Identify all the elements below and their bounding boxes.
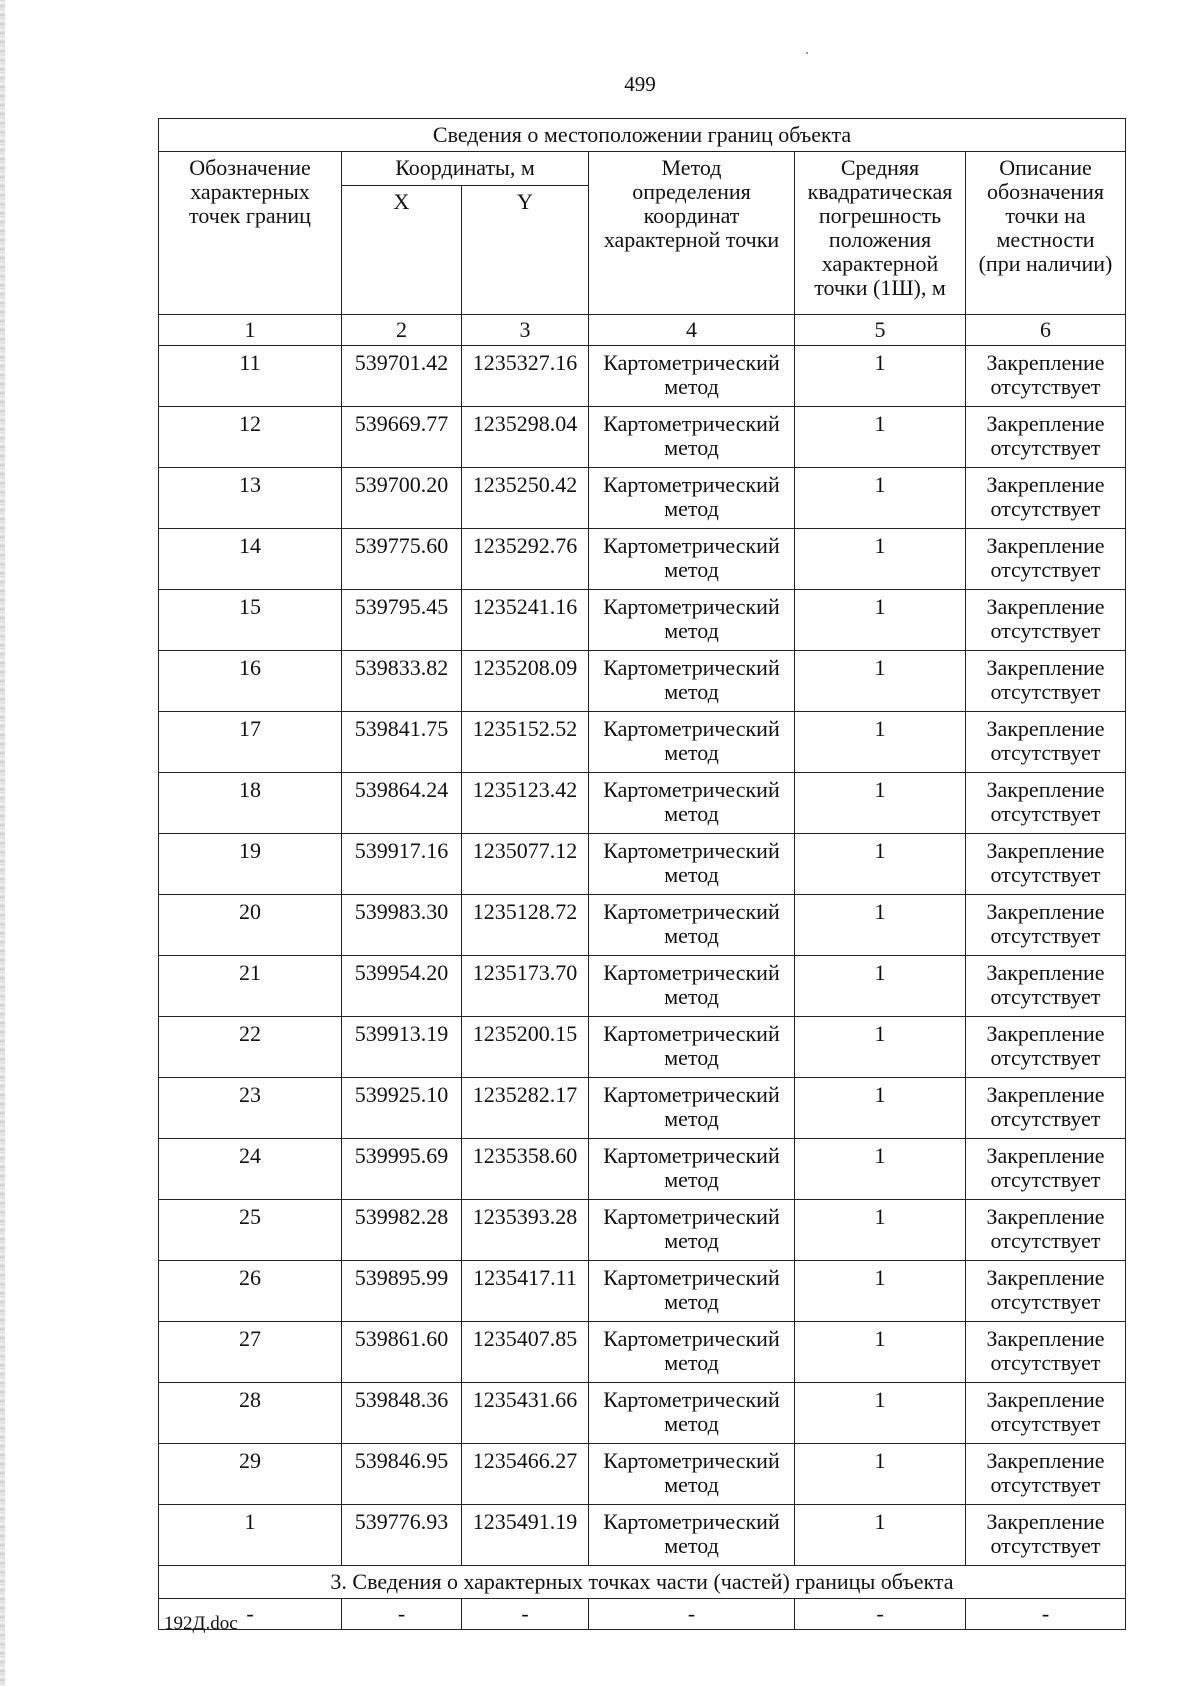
description-line: Закрепление	[986, 350, 1105, 375]
y-coordinate-cell: 1235417.11	[462, 1261, 589, 1322]
point-cell: 22	[159, 1017, 342, 1078]
method-line: Картометрический	[603, 1448, 780, 1473]
method-cell	[589, 1444, 795, 1505]
header-line: определения	[632, 179, 751, 204]
x-coordinate-cell: 539913.19	[342, 1017, 462, 1078]
method-line: метод	[664, 1228, 719, 1253]
table-row	[159, 1444, 1126, 1505]
x-coordinate-cell: 539954.20	[342, 956, 462, 1017]
empty-cell: -	[589, 1599, 795, 1630]
table-row	[159, 1383, 1126, 1444]
y-coordinate-cell: 1235292.76	[462, 529, 589, 590]
boundary-coordinates-table	[158, 118, 1126, 1630]
description-line: отсутствует	[990, 1472, 1101, 1497]
description-line: Закрепление	[986, 594, 1105, 619]
column-number: 3	[462, 315, 589, 346]
header-point-designation	[159, 152, 342, 315]
description-line: отсутствует	[990, 1228, 1101, 1253]
method-cell	[589, 956, 795, 1017]
method-line: метод	[664, 435, 719, 460]
method-line: Картометрический	[603, 594, 780, 619]
method-line: Картометрический	[603, 472, 780, 497]
method-line: Картометрический	[603, 1387, 780, 1412]
x-coordinate-cell: 539848.36	[342, 1383, 462, 1444]
method-cell	[589, 895, 795, 956]
point-cell: 29	[159, 1444, 342, 1505]
method-line: метод	[664, 374, 719, 399]
table-row	[159, 651, 1126, 712]
table-row	[159, 1017, 1126, 1078]
description-line: отсутствует	[990, 923, 1101, 948]
description-line: Закрепление	[986, 1265, 1105, 1290]
header-y: Y	[462, 186, 589, 315]
header-line: положения	[828, 227, 932, 252]
header-x: X	[342, 186, 462, 315]
empty-cell: -	[795, 1599, 966, 1630]
method-cell	[589, 834, 795, 895]
x-coordinate-cell: 539995.69	[342, 1139, 462, 1200]
method-line: Картометрический	[603, 960, 780, 985]
x-coordinate-cell: 539701.42	[342, 346, 462, 407]
table-body	[159, 119, 1126, 1630]
empty-cell: -	[342, 1599, 462, 1630]
description-cell	[966, 590, 1126, 651]
description-cell	[966, 895, 1126, 956]
method-cell	[589, 1139, 795, 1200]
header-description	[966, 152, 1126, 315]
point-cell: 25	[159, 1200, 342, 1261]
y-coordinate-cell: 1235393.28	[462, 1200, 589, 1261]
description-line: Закрепление	[986, 472, 1105, 497]
error-cell: 1	[795, 651, 966, 712]
part-empty-row	[159, 1599, 1126, 1630]
y-coordinate-cell: 1235077.12	[462, 834, 589, 895]
error-cell: 1	[795, 346, 966, 407]
error-cell: 1	[795, 1139, 966, 1200]
x-coordinate-cell: 539775.60	[342, 529, 462, 590]
error-cell: 1	[795, 1505, 966, 1566]
header-line: Описание	[999, 155, 1092, 180]
y-coordinate-cell: 1235123.42	[462, 773, 589, 834]
error-cell: 1	[795, 834, 966, 895]
method-line: метод	[664, 923, 719, 948]
method-cell	[589, 346, 795, 407]
method-line: метод	[664, 557, 719, 582]
y-coordinate-cell: 1235407.85	[462, 1322, 589, 1383]
column-number: 5	[795, 315, 966, 346]
point-cell: 12	[159, 407, 342, 468]
error-cell: 1	[795, 590, 966, 651]
error-cell: 1	[795, 712, 966, 773]
method-line: Картометрический	[603, 838, 780, 863]
description-line: Закрепление	[986, 777, 1105, 802]
y-coordinate-cell: 1235282.17	[462, 1078, 589, 1139]
table-row	[159, 1505, 1126, 1566]
y-coordinate-cell: 1235358.60	[462, 1139, 589, 1200]
method-line: метод	[664, 1045, 719, 1070]
description-cell	[966, 407, 1126, 468]
y-coordinate-cell: 1235152.52	[462, 712, 589, 773]
point-cell: 11	[159, 346, 342, 407]
description-line: Закрепление	[986, 838, 1105, 863]
part-section-title: 3. Сведения о характерных точках части (частей) границы объекта	[159, 1566, 1126, 1599]
error-cell: 1	[795, 1322, 966, 1383]
description-line: отсутствует	[990, 374, 1101, 399]
error-cell: 1	[795, 773, 966, 834]
method-line: Картометрический	[603, 533, 780, 558]
method-line: Картометрический	[603, 777, 780, 802]
table-row	[159, 468, 1126, 529]
description-line: отсутствует	[990, 679, 1101, 704]
method-cell	[589, 1383, 795, 1444]
description-line: Закрепление	[986, 1448, 1105, 1473]
table-row	[159, 346, 1126, 407]
header-line: характерной точки	[603, 227, 780, 252]
column-number: 6	[966, 315, 1126, 346]
x-coordinate-cell: 539864.24	[342, 773, 462, 834]
method-line: метод	[664, 618, 719, 643]
method-line: Картометрический	[603, 411, 780, 436]
point-cell: 13	[159, 468, 342, 529]
method-cell	[589, 1078, 795, 1139]
description-line: отсутствует	[990, 1167, 1101, 1192]
method-line: Картометрический	[603, 350, 780, 375]
point-cell: 14	[159, 529, 342, 590]
error-cell: 1	[795, 1444, 966, 1505]
error-cell: 1	[795, 1383, 966, 1444]
description-cell	[966, 346, 1126, 407]
description-cell	[966, 1444, 1126, 1505]
point-cell: 20	[159, 895, 342, 956]
description-cell	[966, 468, 1126, 529]
description-cell	[966, 1261, 1126, 1322]
header-line: погрешность	[818, 203, 942, 228]
description-line: отсутствует	[990, 496, 1101, 521]
description-line: отсутствует	[990, 1045, 1101, 1070]
error-cell: 1	[795, 1017, 966, 1078]
y-coordinate-cell: 1235200.15	[462, 1017, 589, 1078]
description-line: Закрепление	[986, 1204, 1105, 1229]
error-cell: 1	[795, 1200, 966, 1261]
method-cell	[589, 1200, 795, 1261]
scan-edge-artifact	[0, 0, 5, 1686]
y-coordinate-cell: 1235327.16	[462, 346, 589, 407]
y-coordinate-cell: 1235208.09	[462, 651, 589, 712]
x-coordinate-cell: 539776.93	[342, 1505, 462, 1566]
header-method	[589, 152, 795, 315]
description-cell	[966, 529, 1126, 590]
column-number-row	[159, 315, 1126, 346]
error-cell: 1	[795, 956, 966, 1017]
description-line: отсутствует	[990, 1411, 1101, 1436]
header-line: обозначения	[986, 179, 1105, 204]
description-cell	[966, 1139, 1126, 1200]
description-line: Закрепление	[986, 1143, 1105, 1168]
description-cell	[966, 834, 1126, 895]
header-line: Средняя	[840, 155, 920, 180]
description-line: Закрепление	[986, 1509, 1105, 1534]
column-number: 2	[342, 315, 462, 346]
header-line: точки на	[1005, 203, 1086, 228]
part-section-title-row	[159, 1566, 1126, 1599]
header-line: квадратическая	[807, 179, 953, 204]
description-line: отсутствует	[990, 618, 1101, 643]
description-line: отсутствует	[990, 984, 1101, 1009]
y-coordinate-cell: 1235250.42	[462, 468, 589, 529]
table-row	[159, 1078, 1126, 1139]
description-line: Закрепление	[986, 655, 1105, 680]
table-row	[159, 590, 1126, 651]
description-line: отсутствует	[990, 1350, 1101, 1375]
header-line: Обозначение	[189, 155, 311, 180]
section-title-row	[159, 119, 1126, 152]
method-line: Картометрический	[603, 655, 780, 680]
y-coordinate-cell: 1235128.72	[462, 895, 589, 956]
point-cell: 15	[159, 590, 342, 651]
header-line: точек границ	[189, 203, 311, 228]
x-coordinate-cell: 539982.28	[342, 1200, 462, 1261]
method-cell	[589, 407, 795, 468]
method-line: метод	[664, 862, 719, 887]
method-line: метод	[664, 1533, 719, 1558]
empty-cell: -	[159, 1599, 342, 1630]
description-line: отсутствует	[990, 801, 1101, 826]
description-line: отсутствует	[990, 740, 1101, 765]
y-coordinate-cell: 1235491.19	[462, 1505, 589, 1566]
header-line: местности	[996, 227, 1095, 252]
error-cell: 1	[795, 1261, 966, 1322]
table-row	[159, 1139, 1126, 1200]
description-cell	[966, 773, 1126, 834]
x-coordinate-cell: 539669.77	[342, 407, 462, 468]
method-cell	[589, 529, 795, 590]
description-cell	[966, 1383, 1126, 1444]
y-coordinate-cell: 1235466.27	[462, 1444, 589, 1505]
x-coordinate-cell: 539861.60	[342, 1322, 462, 1383]
header-coordinates: Координаты, м	[342, 152, 589, 186]
method-line: Картометрический	[603, 1509, 780, 1534]
description-line: Закрепление	[986, 899, 1105, 924]
x-coordinate-cell: 539795.45	[342, 590, 462, 651]
description-line: отсутствует	[990, 1106, 1101, 1131]
header-line: характерных	[190, 179, 310, 204]
method-line: метод	[664, 496, 719, 521]
description-line: отсутствует	[990, 1289, 1101, 1314]
point-cell: 17	[159, 712, 342, 773]
x-coordinate-cell: 539917.16	[342, 834, 462, 895]
method-line: Картометрический	[603, 1265, 780, 1290]
table-row	[159, 1322, 1126, 1383]
point-cell: 27	[159, 1322, 342, 1383]
table-row	[159, 529, 1126, 590]
point-cell: 26	[159, 1261, 342, 1322]
method-cell	[589, 712, 795, 773]
description-line: Закрепление	[986, 1082, 1105, 1107]
method-line: метод	[664, 1167, 719, 1192]
y-coordinate-cell: 1235173.70	[462, 956, 589, 1017]
error-cell: 1	[795, 529, 966, 590]
point-cell: 1	[159, 1505, 342, 1566]
description-cell	[966, 956, 1126, 1017]
table-row	[159, 712, 1126, 773]
description-cell	[966, 1200, 1126, 1261]
header-row	[159, 152, 1126, 186]
footer-filename: 192Д.doc	[164, 1613, 238, 1634]
description-line: отсутствует	[990, 557, 1101, 582]
method-line: метод	[664, 1411, 719, 1436]
y-coordinate-cell: 1235298.04	[462, 407, 589, 468]
x-coordinate-cell: 539895.99	[342, 1261, 462, 1322]
error-cell: 1	[795, 468, 966, 529]
table-row	[159, 773, 1126, 834]
method-line: Картометрический	[603, 716, 780, 741]
method-line: метод	[664, 1350, 719, 1375]
method-cell	[589, 1505, 795, 1566]
description-cell	[966, 1017, 1126, 1078]
point-cell: 24	[159, 1139, 342, 1200]
description-cell	[966, 712, 1126, 773]
method-cell	[589, 468, 795, 529]
table-row	[159, 407, 1126, 468]
empty-cell: -	[462, 1599, 589, 1630]
description-line: Закрепление	[986, 533, 1105, 558]
page-number: 499	[624, 72, 656, 96]
description-line: Закрепление	[986, 716, 1105, 741]
method-line: метод	[664, 801, 719, 826]
table-row	[159, 1261, 1126, 1322]
description-line: отсутствует	[990, 862, 1101, 887]
method-line: метод	[664, 1472, 719, 1497]
point-cell: 23	[159, 1078, 342, 1139]
empty-cell: -	[966, 1599, 1126, 1630]
error-cell: 1	[795, 1078, 966, 1139]
method-cell	[589, 1017, 795, 1078]
description-line: Закрепление	[986, 411, 1105, 436]
method-line: Картометрический	[603, 1143, 780, 1168]
x-coordinate-cell: 539841.75	[342, 712, 462, 773]
section-title: Сведения о местоположении границ объекта	[159, 119, 1126, 152]
point-cell: 16	[159, 651, 342, 712]
header-line: координат	[643, 203, 740, 228]
x-coordinate-cell: 539983.30	[342, 895, 462, 956]
column-number: 4	[589, 315, 795, 346]
method-cell	[589, 773, 795, 834]
x-coordinate-cell: 539700.20	[342, 468, 462, 529]
error-cell: 1	[795, 407, 966, 468]
method-cell	[589, 1322, 795, 1383]
description-cell	[966, 1505, 1126, 1566]
header-line: Метод	[661, 155, 722, 180]
header-line: (при наличии)	[978, 251, 1113, 276]
method-line: метод	[664, 1106, 719, 1131]
method-line: Картометрический	[603, 1021, 780, 1046]
table-row	[159, 895, 1126, 956]
header-mean-square-error	[795, 152, 966, 315]
description-cell	[966, 1322, 1126, 1383]
header-line: точки (1Ш), м	[814, 275, 946, 300]
description-line: Закрепление	[986, 1387, 1105, 1412]
point-cell: 28	[159, 1383, 342, 1444]
description-line: Закрепление	[986, 1326, 1105, 1351]
method-line: метод	[664, 984, 719, 1009]
x-coordinate-cell: 539833.82	[342, 651, 462, 712]
point-cell: 19	[159, 834, 342, 895]
description-cell	[966, 651, 1126, 712]
table-row	[159, 1200, 1126, 1261]
method-line: Картометрический	[603, 1204, 780, 1229]
description-line: Закрепление	[986, 1021, 1105, 1046]
method-line: Картометрический	[603, 1326, 780, 1351]
table-row	[159, 834, 1126, 895]
error-cell: 1	[795, 895, 966, 956]
method-line: метод	[664, 679, 719, 704]
x-coordinate-cell: 539846.95	[342, 1444, 462, 1505]
y-coordinate-cell: 1235241.16	[462, 590, 589, 651]
header-line: характерной	[821, 251, 939, 276]
y-coordinate-cell: 1235431.66	[462, 1383, 589, 1444]
description-line: отсутствует	[990, 435, 1101, 460]
method-cell	[589, 1261, 795, 1322]
method-line: Картометрический	[603, 899, 780, 924]
method-line: метод	[664, 740, 719, 765]
method-cell	[589, 590, 795, 651]
description-line: Закрепление	[986, 960, 1105, 985]
description-cell	[966, 1078, 1126, 1139]
point-cell: 21	[159, 956, 342, 1017]
point-cell: 18	[159, 773, 342, 834]
description-line: отсутствует	[990, 1533, 1101, 1558]
table-row	[159, 956, 1126, 1017]
method-line: метод	[664, 1289, 719, 1314]
scan-speck	[806, 52, 808, 54]
method-cell	[589, 651, 795, 712]
column-number: 1	[159, 315, 342, 346]
x-coordinate-cell: 539925.10	[342, 1078, 462, 1139]
method-line: Картометрический	[603, 1082, 780, 1107]
